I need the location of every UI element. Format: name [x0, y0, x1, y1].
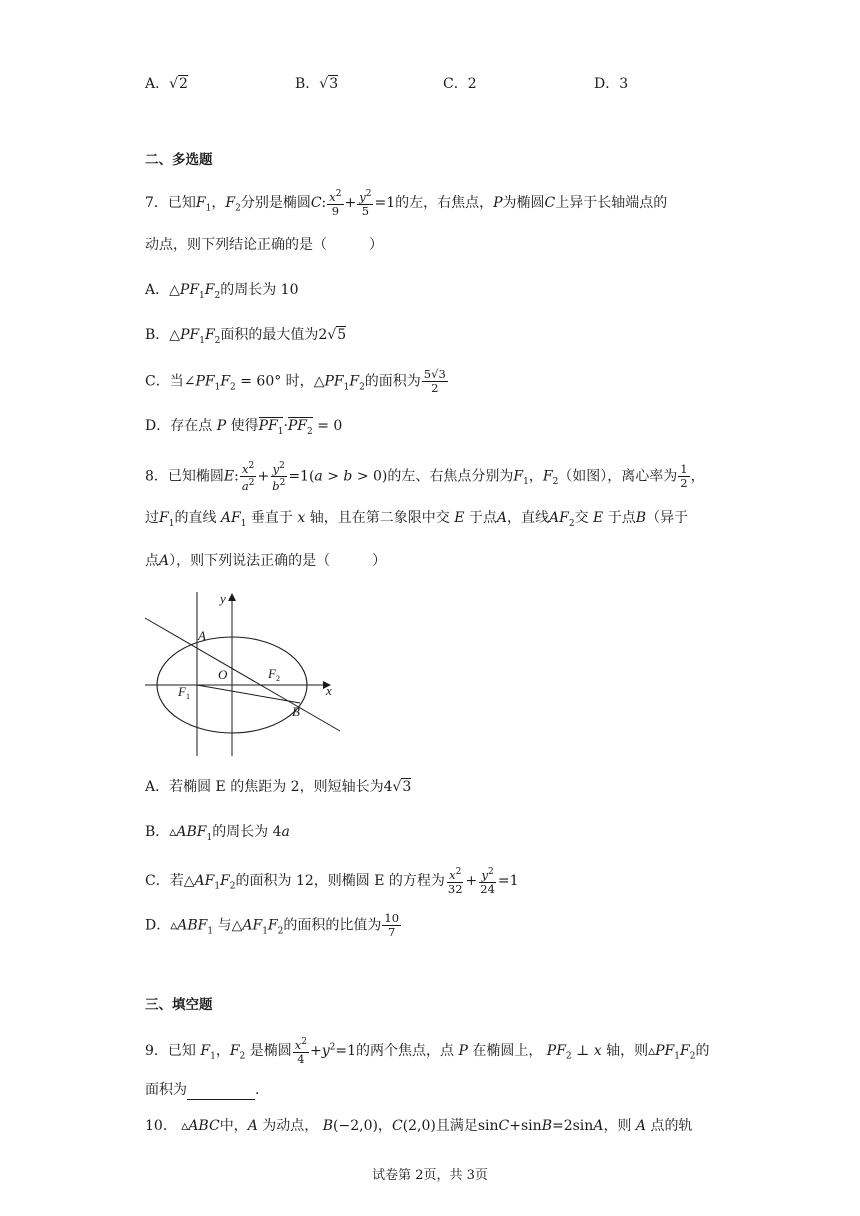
label-x: x: [326, 683, 332, 698]
label-a: A: [198, 628, 206, 643]
q8-option-b: B．$▵ABF_1$的周长为 4a: [145, 824, 290, 843]
q8-option-a: A．若椭圆 E 的焦距为 2，则短轴长为4√3: [145, 779, 412, 795]
q7-option-b: B．$\triangle PF_1F_2$面积的最大值为2√5: [145, 327, 347, 346]
q8-stem: 8．已知椭圆E: $\frac{x^2}{a^2}$ + $\frac{y^2}{b^2}$ =1(a > b > 0)的左、右焦点分别为$F_1$，$F_2$（如图），离心率为 $\frac{1}{2}$ ，: [145, 461, 705, 493]
q7-stem-line2: 动点，则下列结论正确的是（ ）: [145, 237, 383, 253]
q10-stem: 10． ▵ABC中，A 为动点， B(−2,0)，C(2,0)且满足sinC+sinB=2sinA，则 A 点的轨: [145, 1118, 693, 1134]
line-af2: [145, 618, 340, 731]
option-c: C．2: [443, 76, 477, 92]
q7-option-d: D．存在点 P 使得$PF_1\cdot PF_2 = 0$: [145, 418, 343, 437]
q9-stem: 9．已知 $F_1$，$F_2$ 是椭圆 $\frac{x^2}{4}$ $+y^2=1$的两个焦点，点 P 在椭圆上， $PF_2$ ⊥ x 轴，则$▵PF_1F_2$的: [145, 1037, 710, 1066]
label-f2: $F_2$: [268, 666, 280, 683]
section-heading-fill-blank: 三、填空题: [145, 997, 213, 1013]
q7-option-a: A．$\triangle PF_1F_2$的周长为 10: [145, 282, 299, 301]
option-d: D．3: [594, 76, 629, 92]
q7-option-c: C．当$\angle PF_1F_2 = 60^\circ$ 时，$\triangle PF_1F_2$的面积为 $\frac{5√3}{2}$: [145, 367, 446, 395]
section-heading-multiple-choice: 二、多选题: [145, 152, 213, 168]
option-b: B．√3: [295, 76, 339, 92]
label-y: y: [220, 591, 226, 606]
q7-stem: 7．已知$F_1$，$F_2$分别是椭圆C: $\frac{x^2}{9}$ + $\frac{y^2}{5}$ =1的左，右焦点，P为椭圆C上异于长轴端点的: [145, 189, 668, 218]
option-a: A．√2: [145, 76, 188, 92]
label-f1: $F_1$: [178, 684, 190, 701]
label-b: B: [292, 704, 300, 719]
page-footer: 试卷第 2页，共 3页: [372, 1168, 488, 1183]
q8-stem-line2: 过$F_1$的直线 $AF_1$ 垂直于 x 轴，且在第二象限中交 E 于点A，直线$AF_2$交 E 于点B（异于: [145, 510, 688, 529]
q8-option-c: C．若$\triangle AF_1F_2$的面积为 12，则椭圆 E 的方程为 $\frac{x^2}{32}$ + $\frac{y^2}{24}$ =1: [145, 867, 519, 896]
segment-f1b: [197, 685, 300, 703]
q9-stem-line2: 面积为 .: [145, 1082, 260, 1098]
ellipse-figure: [140, 588, 360, 758]
label-o: O: [218, 667, 228, 682]
q9-answer-blank[interactable]: [187, 1085, 255, 1100]
q8-stem-line3: 点A），则下列说法正确的是（ ）: [145, 553, 387, 569]
q8-option-d: D．$▵ABF_1$ 与$\triangle AF_1F_2$的面积的比值为 $\frac{10}{7}$: [145, 911, 400, 939]
